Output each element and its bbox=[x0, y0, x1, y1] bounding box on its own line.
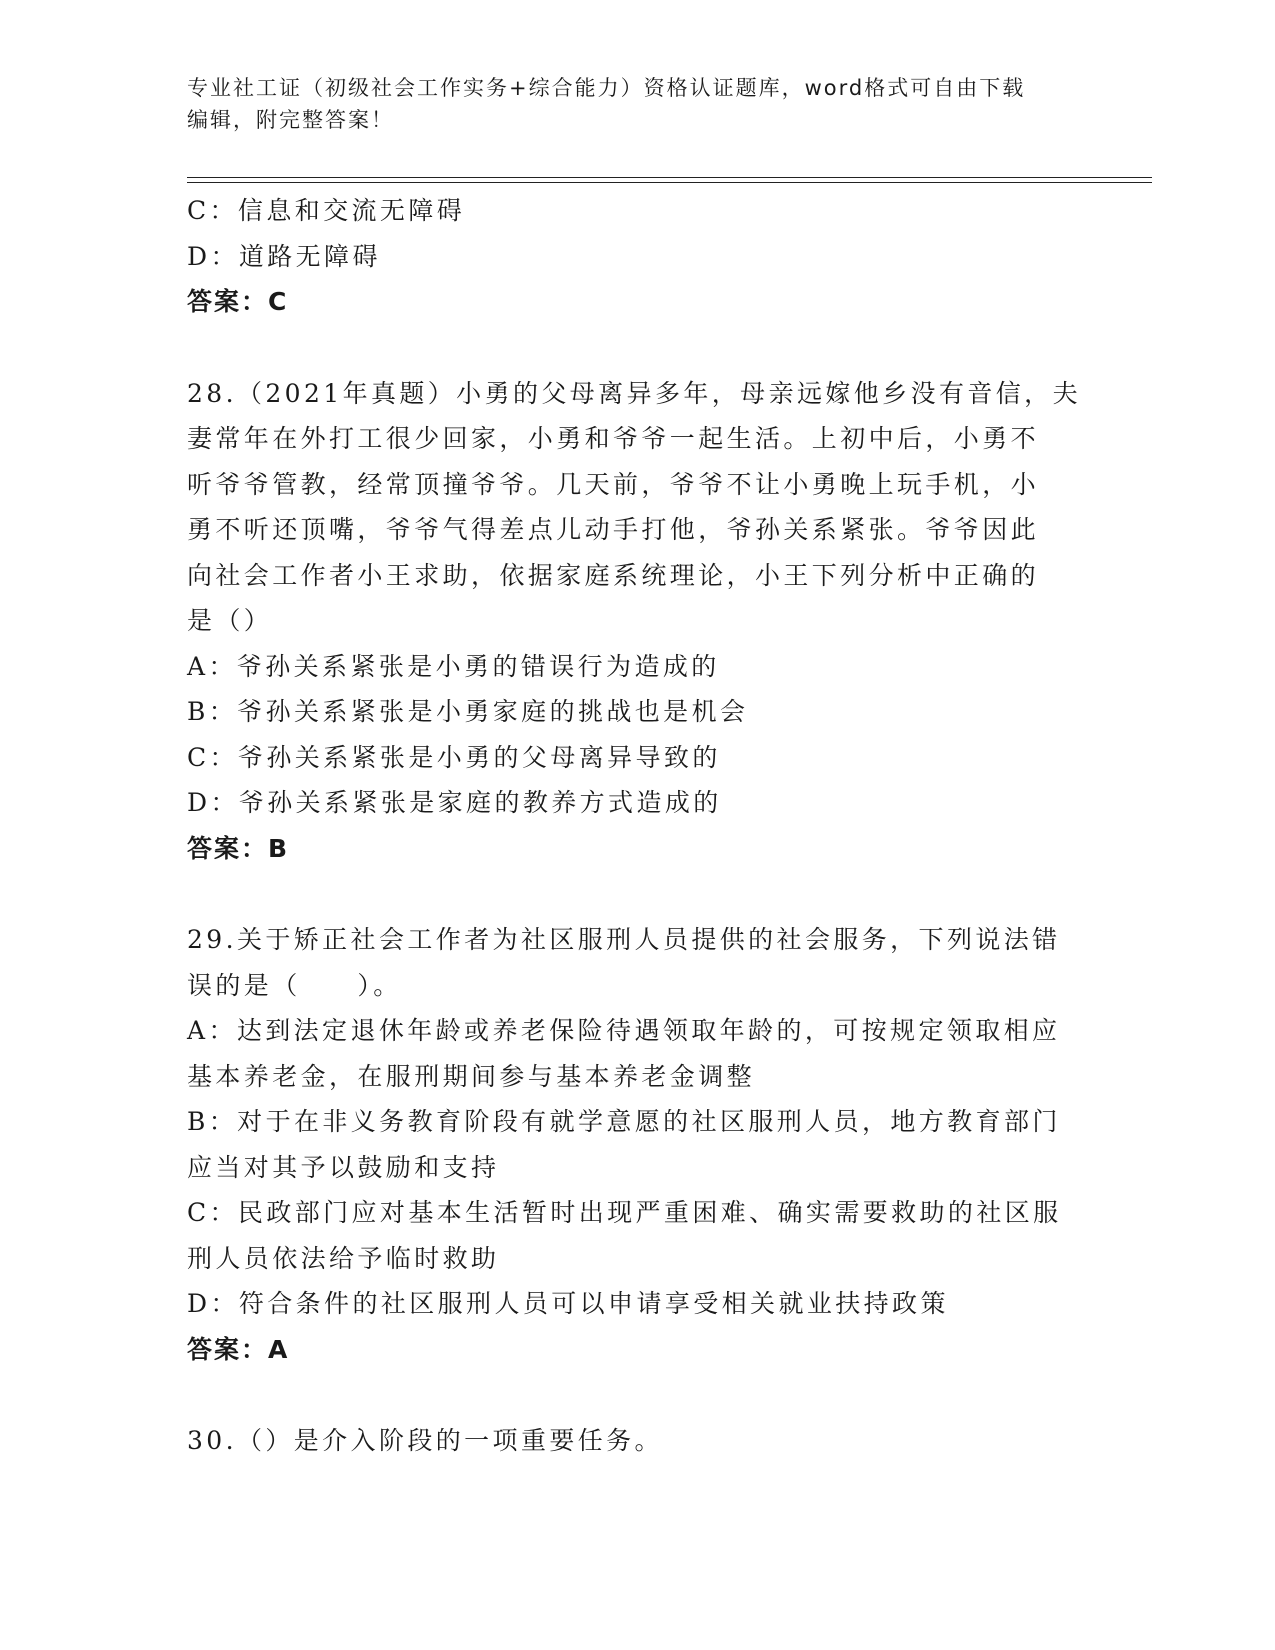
question-text-line: 28.（2021年真题）小勇的父母离异多年，母亲远嫁他乡没有音信，夫 bbox=[187, 378, 1081, 408]
spacer bbox=[187, 1372, 1087, 1418]
question-text-line: 听爷爷管教，经常顶撞爷爷。几天前，爷爷不让小勇晚上玩手机，小 bbox=[187, 469, 1040, 499]
question-text-line: 妻常年在外打工很少回家，小勇和爷爷一起生活。上初中后，小勇不 bbox=[187, 424, 1040, 453]
option-b: B：对于在非义务教育阶段有就学意愿的社区服刑人员，地方教育部门 bbox=[187, 1107, 1061, 1136]
question-text-line: 误的是（ ）。 bbox=[187, 970, 402, 1000]
question-text-line: 30.（）是介入阶段的一项重要任务。 bbox=[187, 1426, 663, 1455]
answer: 答案：B bbox=[187, 833, 290, 863]
option-a: A：爷孙关系紧张是小勇的错误行为造成的 bbox=[187, 651, 720, 681]
answer: 答案：A bbox=[187, 1334, 290, 1364]
question-text-line: 勇不听还顶嘴，爷爷气得差点儿动手打他，爷孙关系紧张。爷爷因此 bbox=[187, 515, 1040, 544]
question-29 bbox=[187, 917, 1087, 1372]
option-a-cont: 基本养老金，在服刑期间参与基本养老金调整 bbox=[187, 1061, 756, 1091]
header-divider-bottom bbox=[187, 182, 1152, 183]
option-c: C：爷孙关系紧张是小勇的父母离异导致的 bbox=[187, 742, 721, 772]
option-d: D：符合条件的社区服刑人员可以申请享受相关就业扶持政策 bbox=[187, 1289, 949, 1318]
previous-question-tail bbox=[187, 188, 1087, 325]
option-c: C：民政部门应对基本生活暂时出现严重困难、确实需要救助的社区服 bbox=[187, 1198, 1062, 1227]
option-a: A：达到法定退休年龄或养老保险待遇领取年龄的，可按规定领取相应 bbox=[187, 1016, 1061, 1045]
option-d: D：道路无障碍 bbox=[187, 241, 381, 271]
answer: 答案：C bbox=[187, 287, 289, 316]
document-body bbox=[187, 188, 1087, 1464]
document-header bbox=[187, 72, 1087, 136]
question-text-line: 29.关于矫正社会工作者为社区服刑人员提供的社会服务，下列说法错 bbox=[187, 925, 1061, 954]
option-c: C：信息和交流无障碍 bbox=[187, 196, 466, 225]
question-text-line: 是（） bbox=[187, 606, 273, 635]
spacer bbox=[187, 325, 1087, 371]
question-text-line: 向社会工作者小王求助，依据家庭系统理论，小王下列分析中正确的 bbox=[187, 560, 1040, 590]
option-d: D：爷孙关系紧张是家庭的教养方式造成的 bbox=[187, 788, 722, 817]
option-b-cont: 应当对其予以鼓励和支持 bbox=[187, 1152, 500, 1182]
question-30 bbox=[187, 1418, 1087, 1464]
option-c-cont: 刑人员依法给予临时救助 bbox=[187, 1243, 500, 1273]
header-line-2: 编辑，附完整答案！ bbox=[187, 108, 394, 132]
header-line-1: 专业社工证（初级社会工作实务+综合能力）资格认证题库，word格式可自由下载 bbox=[187, 76, 1026, 100]
spacer bbox=[187, 871, 1087, 917]
question-28 bbox=[187, 371, 1087, 872]
option-b: B：爷孙关系紧张是小勇家庭的挑战也是机会 bbox=[187, 697, 749, 726]
header-divider-top bbox=[187, 177, 1152, 178]
